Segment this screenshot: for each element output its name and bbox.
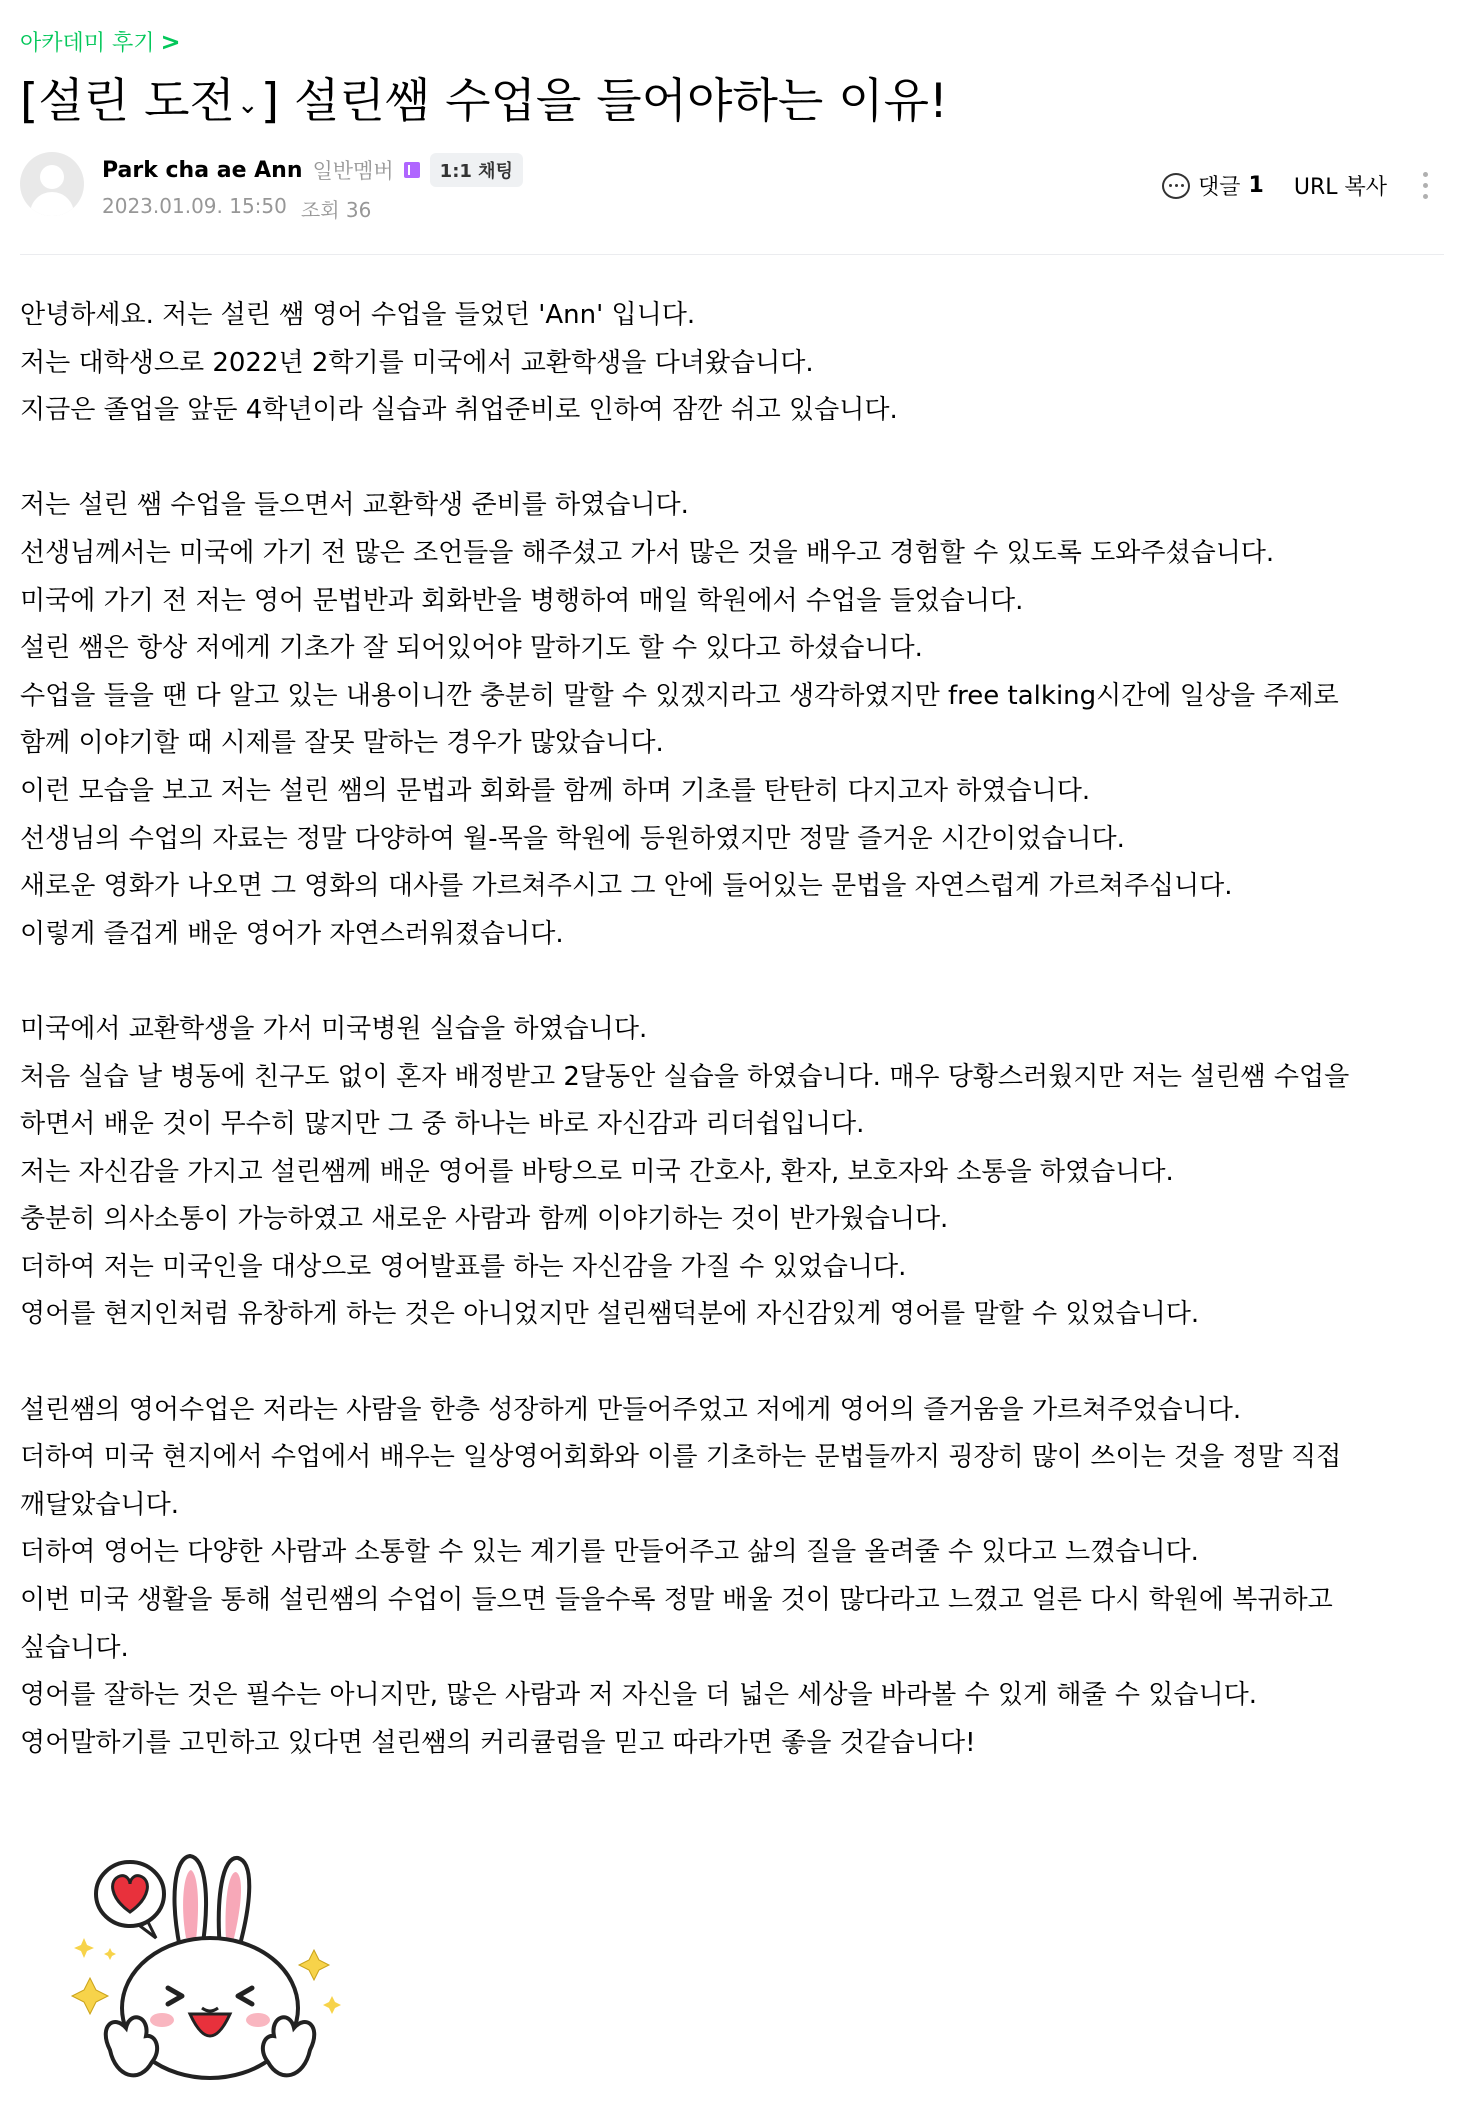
body-line: 새로운 영화가 나오면 그 영화의 대사를 가르쳐주시고 그 안에 들어있는 문법을 자연스럽게 가르쳐주십니다. — [20, 871, 1233, 902]
avatar-body-shape — [30, 192, 74, 216]
body-line: 더하여 영어는 다양한 사람과 소통할 수 있는 계기를 만들어주고 삶의 질을 올려줄 수 있다고 느꼈습니다. — [20, 1537, 1199, 1568]
sparkle-right-icon — [299, 1950, 341, 2014]
chevron-right-icon: > — [160, 27, 181, 56]
heart-bubble — [96, 1862, 164, 1938]
body-line: 더하여 저는 미국인을 대상으로 영어발표를 하는 자신감을 가질 수 있었습니다. — [20, 1251, 907, 1282]
body-line: 이런 모습을 보고 저는 설린 쌤의 문법과 회화를 함께 하며 기초를 탄탄히 다지고자 하였습니다. — [20, 775, 1091, 806]
author-info — [102, 154, 523, 186]
avatar[interactable] — [20, 152, 84, 216]
post-meta — [102, 194, 371, 223]
comment-icon — [1162, 173, 1190, 199]
post-body — [20, 292, 1450, 1767]
body-line: 설린 쌤은 항상 저에게 기초가 잘 되어있어야 말하기도 할 수 있다고 하셨습니다. — [20, 633, 923, 664]
body-line: 함께 이야기할 때 시제를 잘못 말하는 경우가 많았습니다. — [20, 728, 664, 759]
url-copy-button[interactable]: URL 복사 — [1293, 175, 1387, 200]
body-line: 하면서 배운 것이 무수히 많지만 그 중 하나는 바로 자신감과 리더쉽입니다. — [20, 1109, 865, 1140]
body-line: 미국에서 교환학생을 가서 미국병원 실습을 하였습니다. — [20, 1013, 648, 1044]
bunny-heart-sticker-icon — [70, 1838, 360, 2100]
author-row — [20, 152, 1444, 224]
post-date: 2023.01.09. 15:50 — [102, 194, 287, 218]
body-line: 안녕하세요. 저는 설린 쌤 영어 수업을 들었던 'Ann' 입니다. — [20, 300, 696, 330]
body-line: 저는 대학생으로 2022년 2학기를 미국에서 교환학생을 다녀왔습니다. — [20, 347, 814, 378]
body-line: 깨달았습니다. — [20, 1489, 179, 1520]
member-level: 일반멤버 — [312, 159, 394, 183]
body-line: 충분히 의사소통이 가능하였고 새로운 사람과 함께 이야기하는 것이 반가웠습니다. — [20, 1204, 949, 1235]
level-badge-icon — [404, 162, 420, 178]
chat-button[interactable]: 1:1 채팅 — [430, 153, 523, 187]
post-views: 조회 36 — [300, 198, 372, 222]
post-title-part1: [설린 도전 — [20, 74, 235, 129]
body-line: 수업을 들을 땐 다 알고 있는 내용이니깐 충분히 말할 수 있겠지라고 생각하였지만 free talking시간에 일상을 주제로 — [20, 680, 1339, 711]
board-link[interactable] — [20, 26, 181, 57]
divider — [20, 254, 1444, 255]
body-line: 영어말하기를 고민하고 있다면 설린쌤의 커리큘럼을 믿고 따라가면 좋을 것같습니다! — [20, 1727, 976, 1758]
body-line: 처음 실습 날 병동에 친구도 없이 혼자 배정받고 2달동안 실습을 하였습니다. 매우 당황스러웠지만 저는 설린쌤 수업을 — [20, 1061, 1350, 1092]
body-line: 영어를 잘하는 것은 필수는 아니지만, 많은 사람과 저 자신을 더 넓은 세상을 바라볼 수 있게 해줄 수 있습니다. — [20, 1680, 1258, 1711]
body-line: 싶습니다. — [20, 1632, 129, 1663]
post-title — [20, 72, 948, 135]
body-line: 선생님의 수업의 자료는 정말 다양하여 월-목을 학원에 등원하였지만 정말 즐거운 시간이었습니다. — [20, 823, 1125, 854]
body-line: 미국에 가기 전 저는 영어 문법반과 회화반을 병행하여 매일 학원에서 수업을 들었습니다. — [20, 585, 1024, 616]
body-line: 지금은 졸업을 앞둔 4학년이라 실습과 취업준비로 인하여 잠깐 쉬고 있습니다. — [20, 395, 898, 426]
sparkle-left-icon — [72, 1938, 116, 2014]
body-line: 영어를 현지인처럼 유창하게 하는 것은 아니었지만 설린쌤덕분에 자신감있게 영어를 말할 수 있었습니다. — [20, 1299, 1200, 1330]
body-line: 저는 설린 쌤 수업을 들으면서 교환학생 준비를 하였습니다. — [20, 490, 689, 521]
comment-count: 1 — [1248, 173, 1264, 198]
body-line: 설린쌤의 영어수업은 저라는 사람을 한층 성장하게 만들어주었고 저에게 영어의 즐거움을 가르쳐주었습니다. — [20, 1394, 1242, 1425]
author-name[interactable]: Park cha ae Ann — [102, 157, 303, 183]
blank-line — [20, 435, 1450, 483]
avatar-head-shape — [40, 165, 64, 189]
blank-line — [20, 958, 1450, 1006]
chevron-down-icon[interactable]: ⌄ — [236, 89, 259, 120]
comment-button[interactable] — [1162, 170, 1264, 201]
body-line: 선생님께서는 미국에 가기 전 많은 조언들을 해주셨고 가서 많은 것을 배우고 경험할 수 있도록 도와주셨습니다. — [20, 537, 1275, 568]
more-options-icon[interactable] — [1417, 168, 1434, 203]
board-link-label[interactable]: 아카데미 후기 — [20, 31, 155, 56]
blank-line — [20, 1339, 1450, 1387]
body-line: 더하여 미국 현지에서 수업에서 배우는 일상영어회화와 이를 기초하는 문법들까지 굉장히 많이 쓰이는 것을 정말 직접 — [20, 1442, 1342, 1473]
comment-label: 댓글 — [1198, 175, 1241, 200]
body-line: 이번 미국 생활을 통해 설린쌤의 수업이 들으면 들을수록 정말 배울 것이 많다라고 느꼈고 얼른 다시 학원에 복귀하고 — [20, 1585, 1333, 1616]
body-line: 저는 자신감을 가지고 설린쌤께 배운 영어를 바탕으로 미국 간호사, 환자, 보호자와 소통을 하였습니다. — [20, 1156, 1174, 1187]
body-line: 이렇게 즐겁게 배운 영어가 자연스러워졌습니다. — [20, 918, 564, 949]
post-actions — [1162, 168, 1434, 203]
post-title-part2: ] 설린쌤 수업을 들어야하는 이유! — [260, 74, 948, 129]
